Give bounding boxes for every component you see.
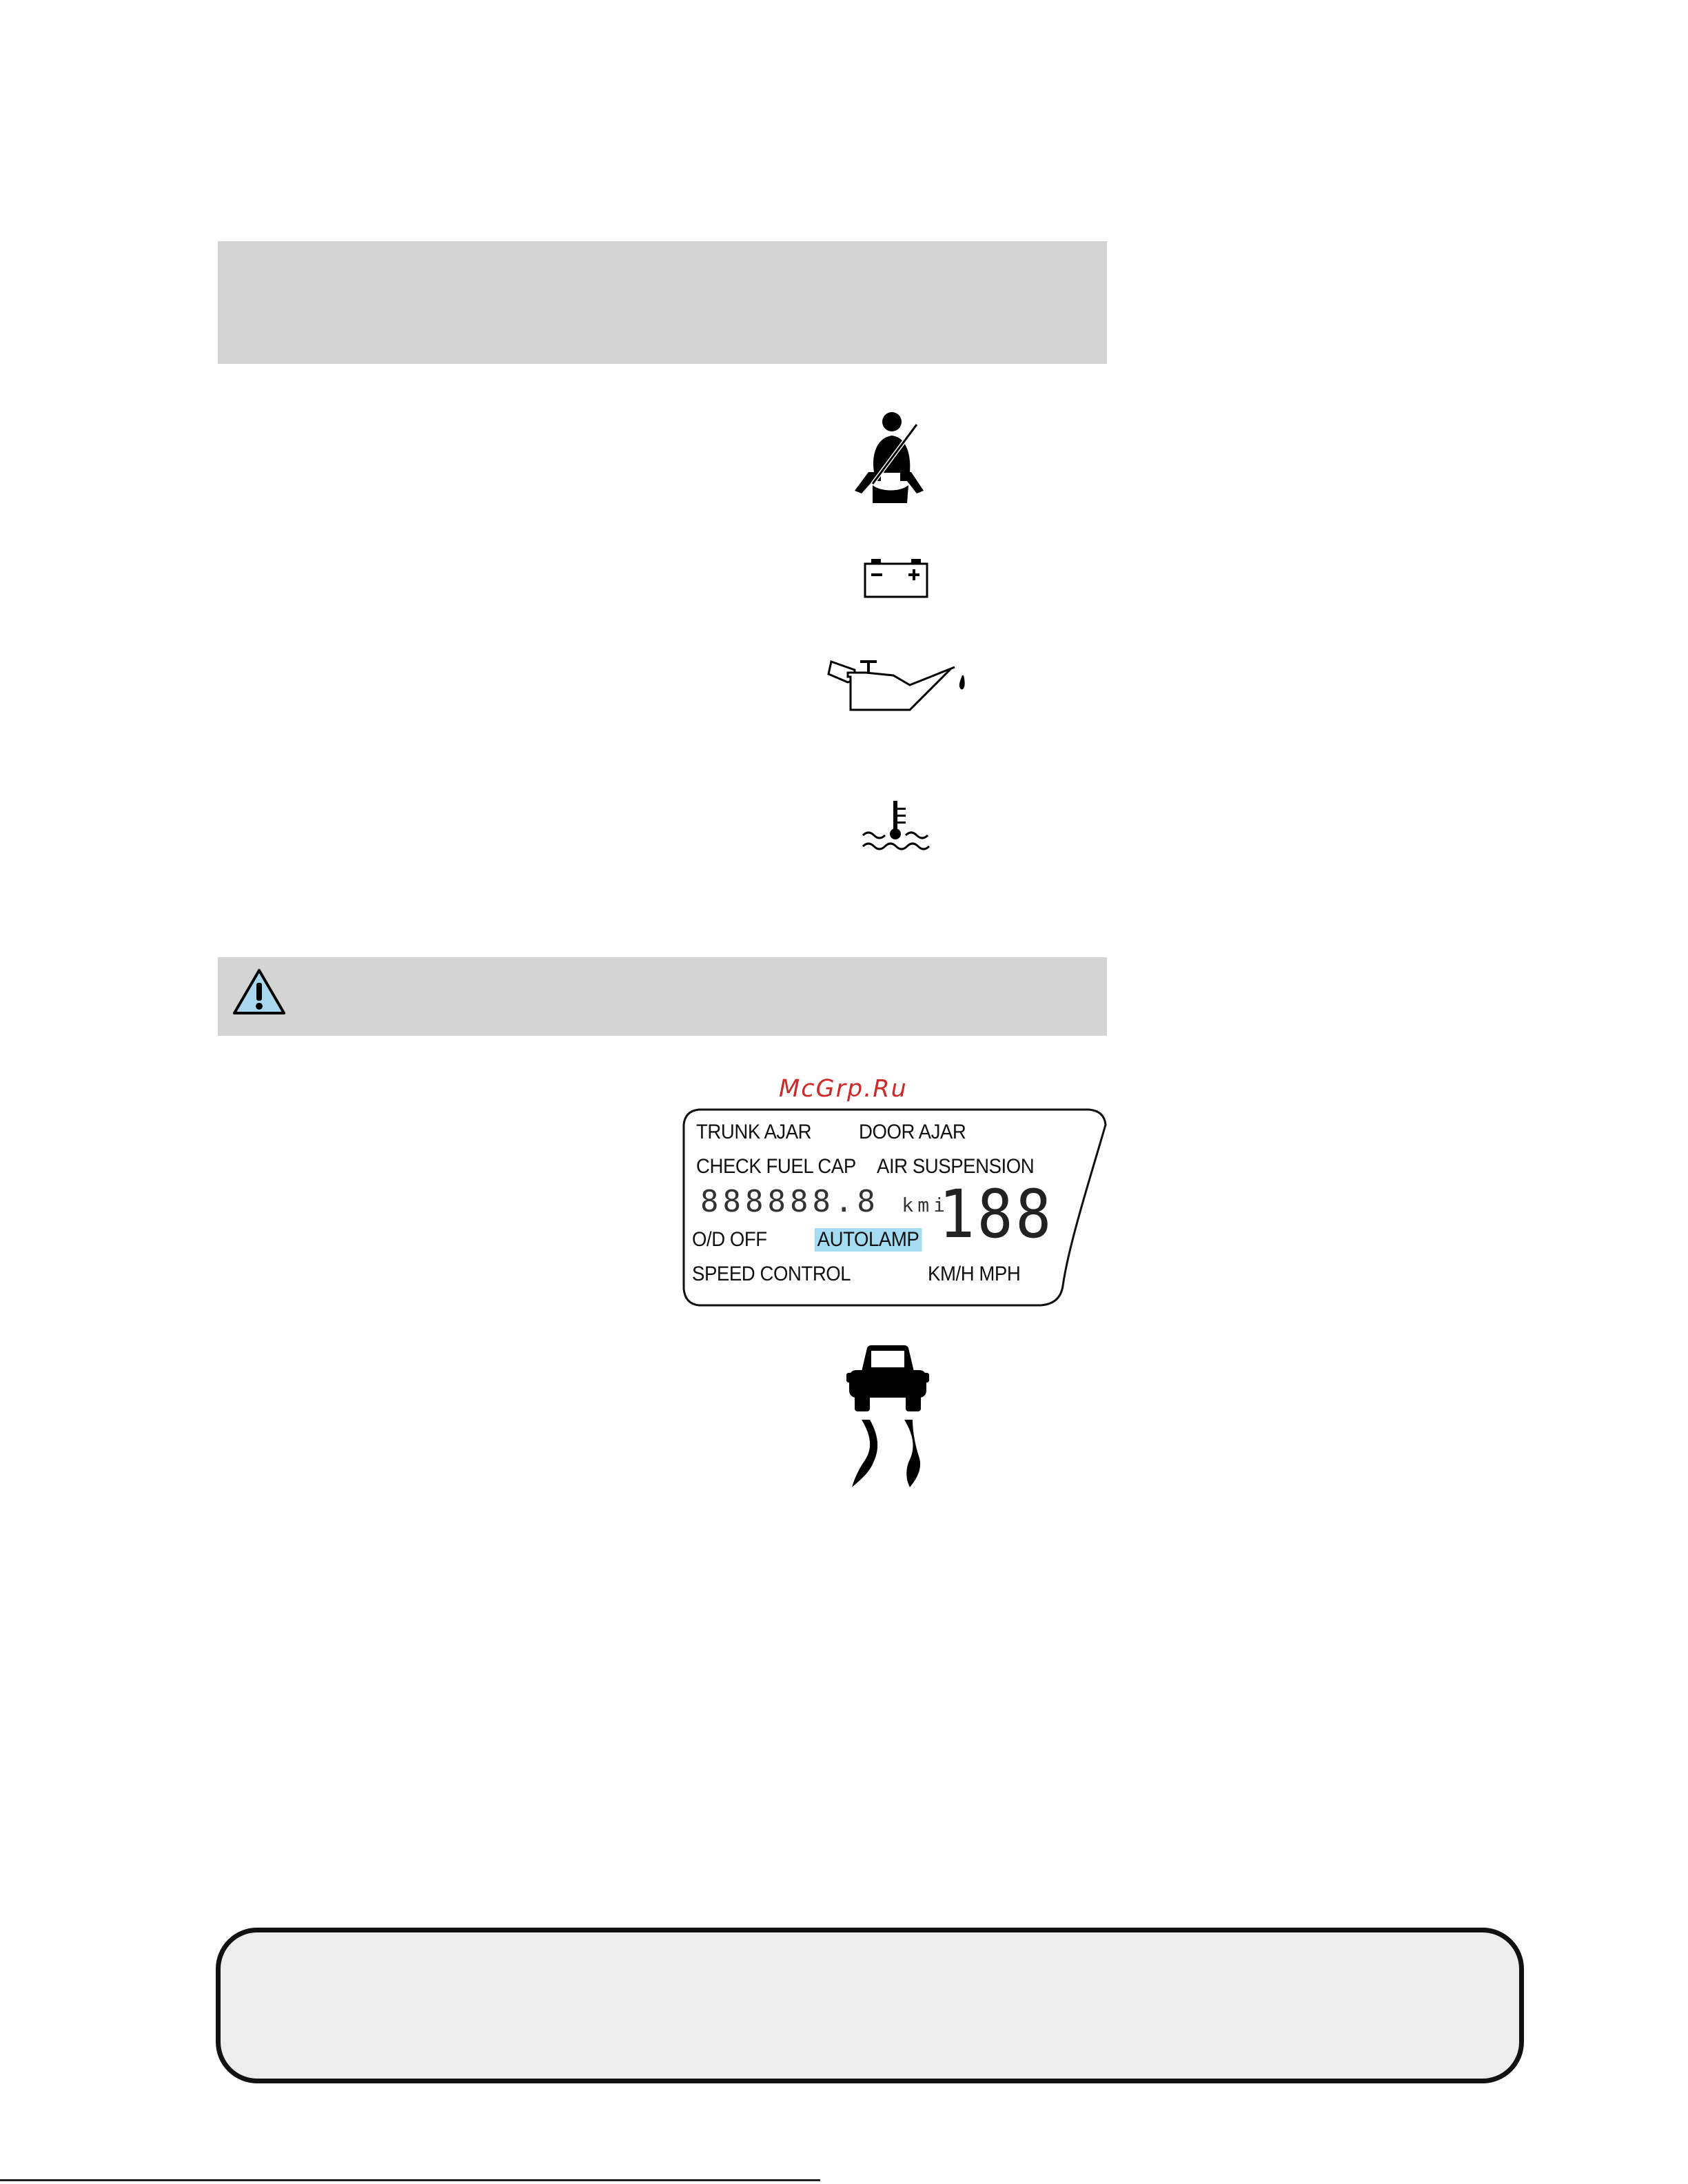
door-ajar-label: DOOR AJAR (859, 1121, 966, 1143)
watermark-text: McGrp.Ru (779, 1075, 908, 1103)
warning-band (218, 957, 1107, 1036)
speed-digits: 188 (939, 1176, 1054, 1253)
traction-control-icon (846, 1344, 929, 1489)
seatbelt-icon (852, 407, 928, 510)
warning-triangle-icon (232, 968, 287, 1017)
battery-icon (863, 557, 929, 600)
od-off-label: O/D OFF (692, 1228, 767, 1251)
odometer-digits (700, 1184, 949, 1219)
coolant-temperature-icon (862, 799, 931, 855)
autolamp-label: AUTOLAMP (815, 1228, 922, 1252)
air-suspension-label: AIR SUSPENSION (877, 1155, 1035, 1178)
section-header-band (218, 241, 1107, 364)
message-center-display (682, 1108, 1117, 1308)
oil-can-icon (827, 655, 972, 717)
trunk-ajar-label: TRUNK AJAR (696, 1121, 812, 1143)
footer-box (216, 1928, 1524, 2083)
check-fuel-cap-label: CHECK FUEL CAP (696, 1155, 856, 1178)
speed-units-label: KM/H MPH (928, 1263, 1021, 1285)
odometer-unit: kmi (902, 1194, 949, 1216)
odometer-value: 888888.8 (700, 1184, 879, 1219)
speed-control-label: SPEED CONTROL (692, 1263, 851, 1285)
footer-rule (0, 2179, 820, 2181)
